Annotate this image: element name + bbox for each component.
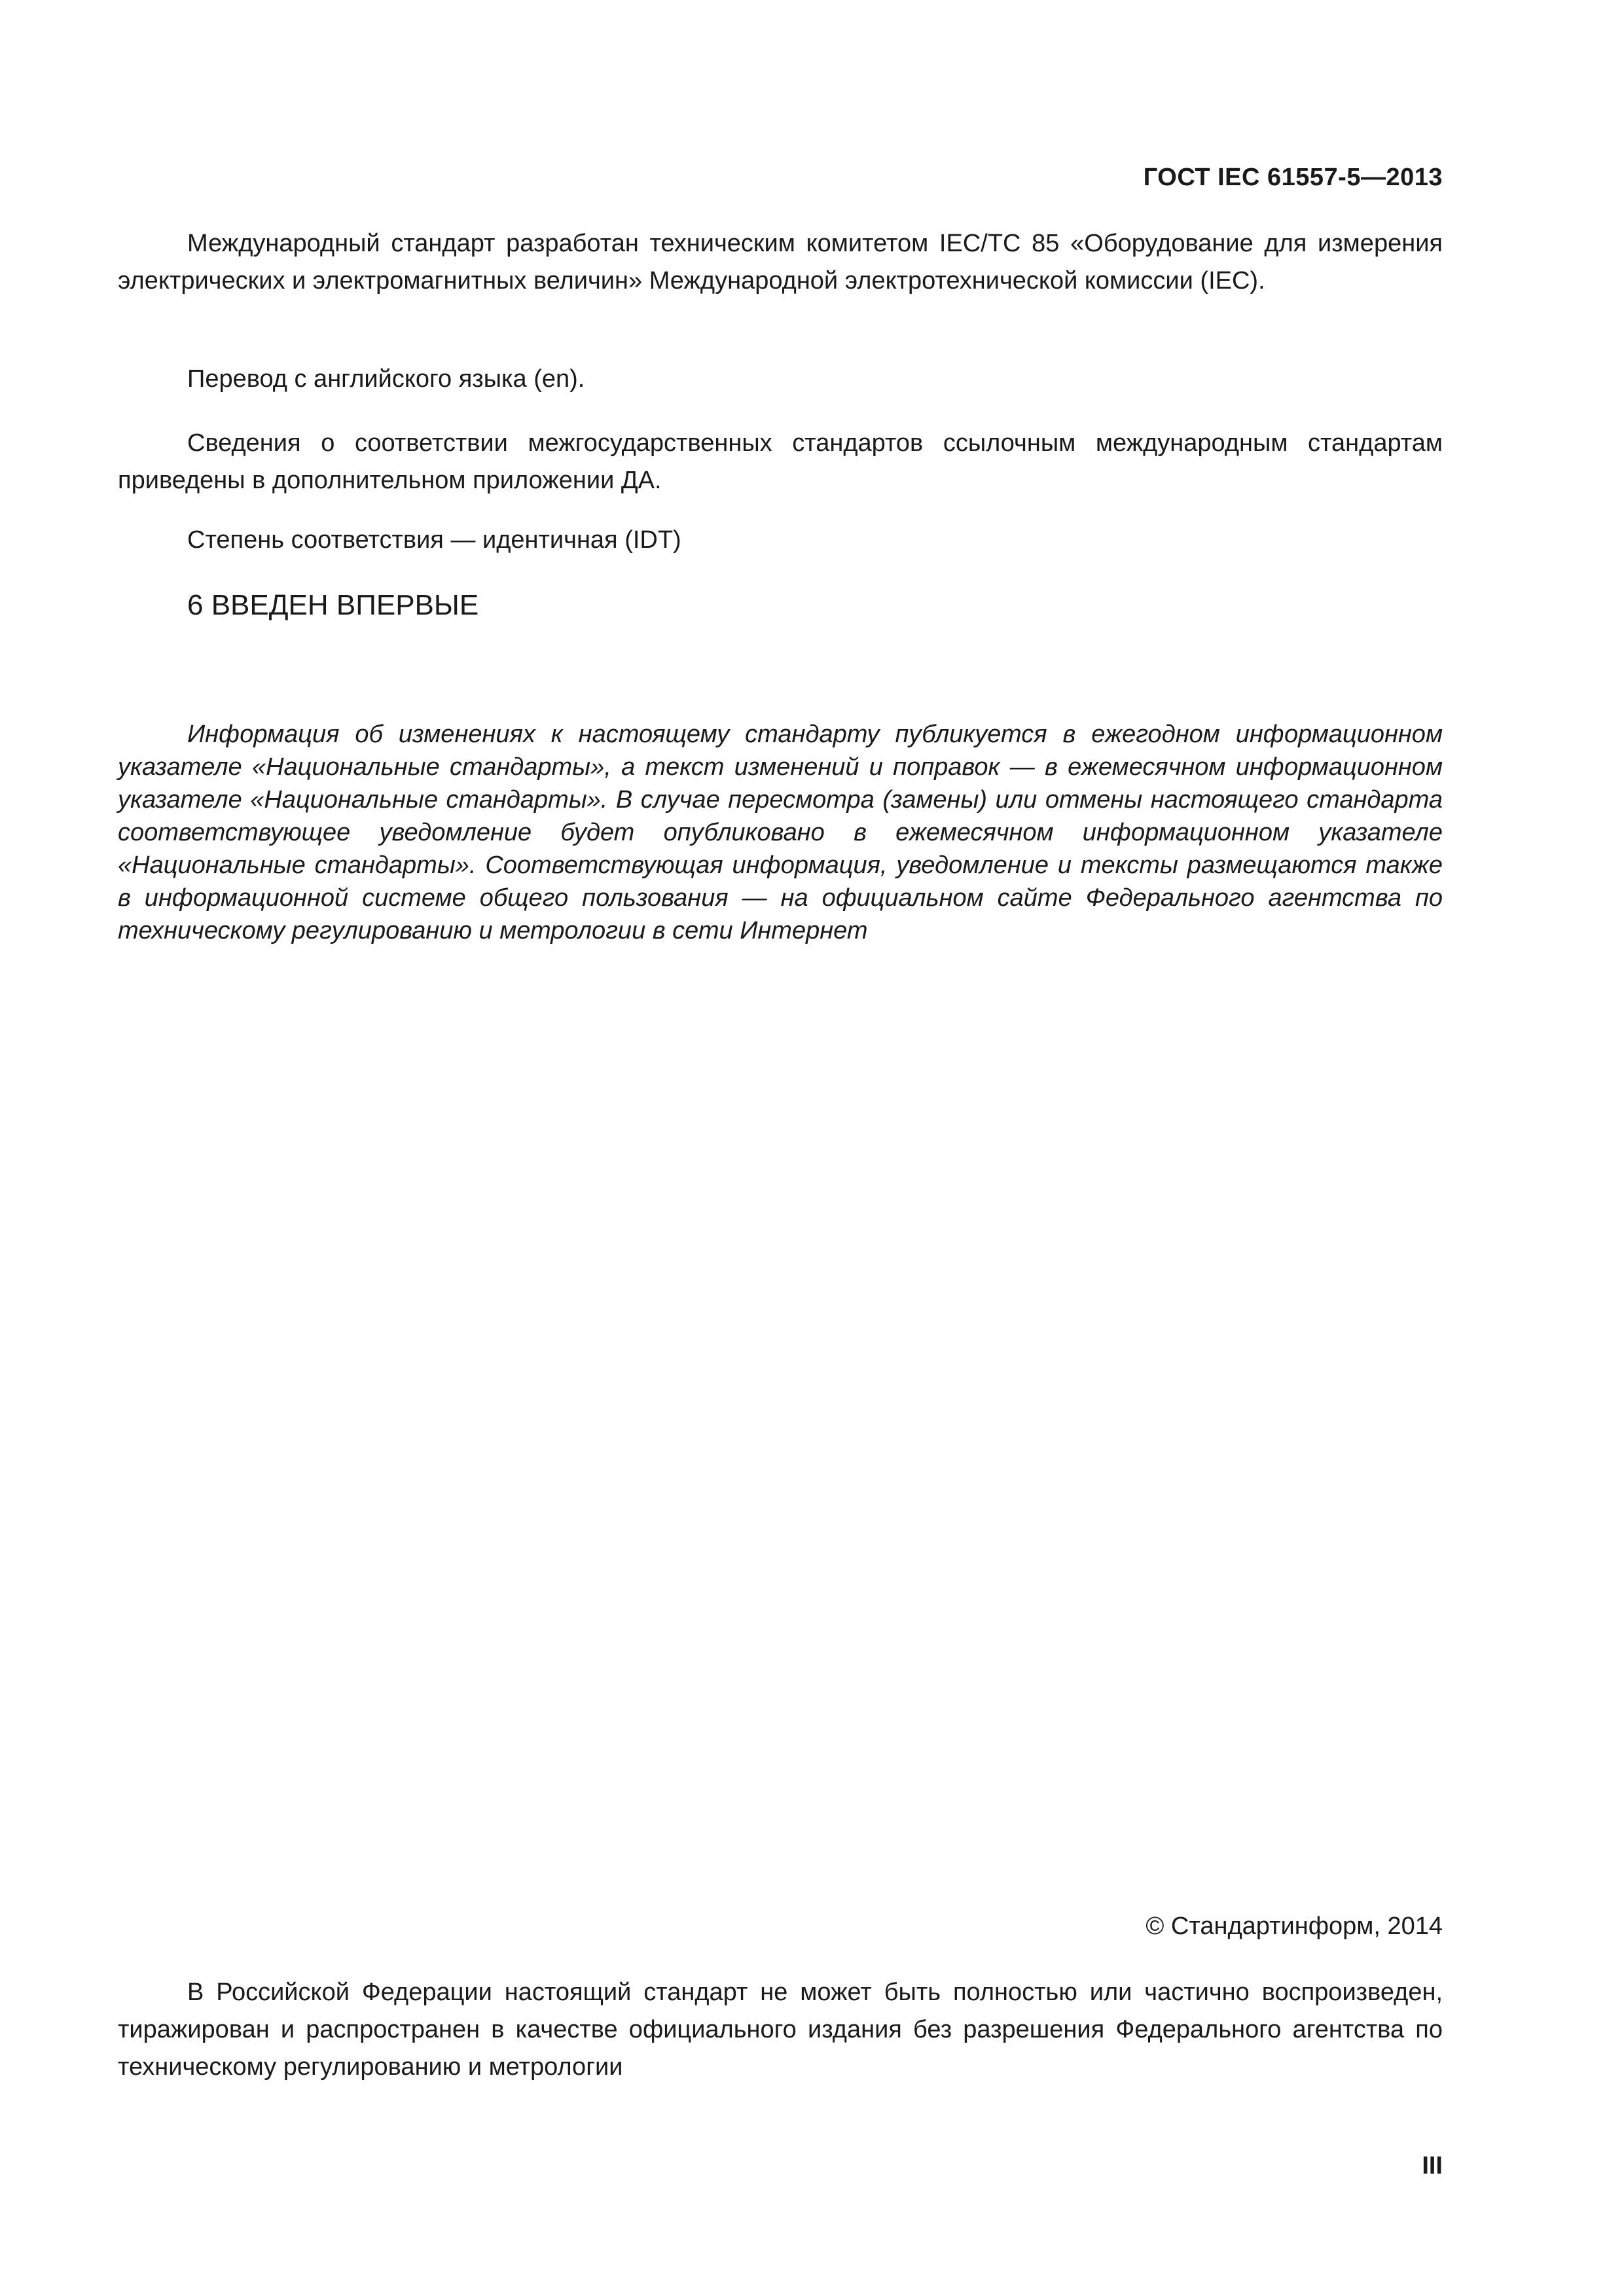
page-number: III <box>1422 2152 1443 2179</box>
changes-notice-paragraph: Информация об изменениях к настоящему стандарту публикуется в ежегодном информационном указателе «Национальные стандарты», а текст изменений и поправок — в ежемесячном информационном указателе «Национальные стандарты». В случае пересмотра (замены) или отмены настоящего стандарта соответствующее уведомление будет опубликовано в ежемесячном информационном указателе «Национальные стандарты». Соответствующая информация, уведомление и тексты размещаются также в информационной системе общего пользования — на официальном сайте Федерального агентства по техническому регулированию и метрологии в сети Интернет <box>118 721 1443 944</box>
rights-paragraph: В Российской Федерации настоящий стандарт не может быть полностью или частично воспроизведен, тиражирован и распространен в качестве официального издания без разрешения Федерального агентства по техническому регулированию и метрологии <box>118 1979 1443 2081</box>
compliance-info-paragraph: Сведения о соответствии межгосударственных стандартов ссылочным международным стандартам приведены в дополнительном приложении ДА. <box>118 429 1443 494</box>
compliance-degree-paragraph: Степень соответствия — идентичная (IDT) <box>187 526 681 554</box>
copyright-line: © Стандартинформ, 2014 <box>1146 1912 1443 1940</box>
organization-paragraph: Международный стандарт разработан техническим комитетом IEC/TC 85 «Оборудование для измерения электрических и электромагнитных величин» Международной электротехнической комиссии (IEC). <box>118 230 1443 295</box>
introduction-paragraph: 6 ВВЕДЕН ВПЕРВЫЕ <box>187 589 479 621</box>
document-code-header: ГОСТ IEC 61557-5—2013 <box>1143 164 1443 191</box>
translation-paragraph: Перевод с английского языка (en). <box>187 365 585 393</box>
